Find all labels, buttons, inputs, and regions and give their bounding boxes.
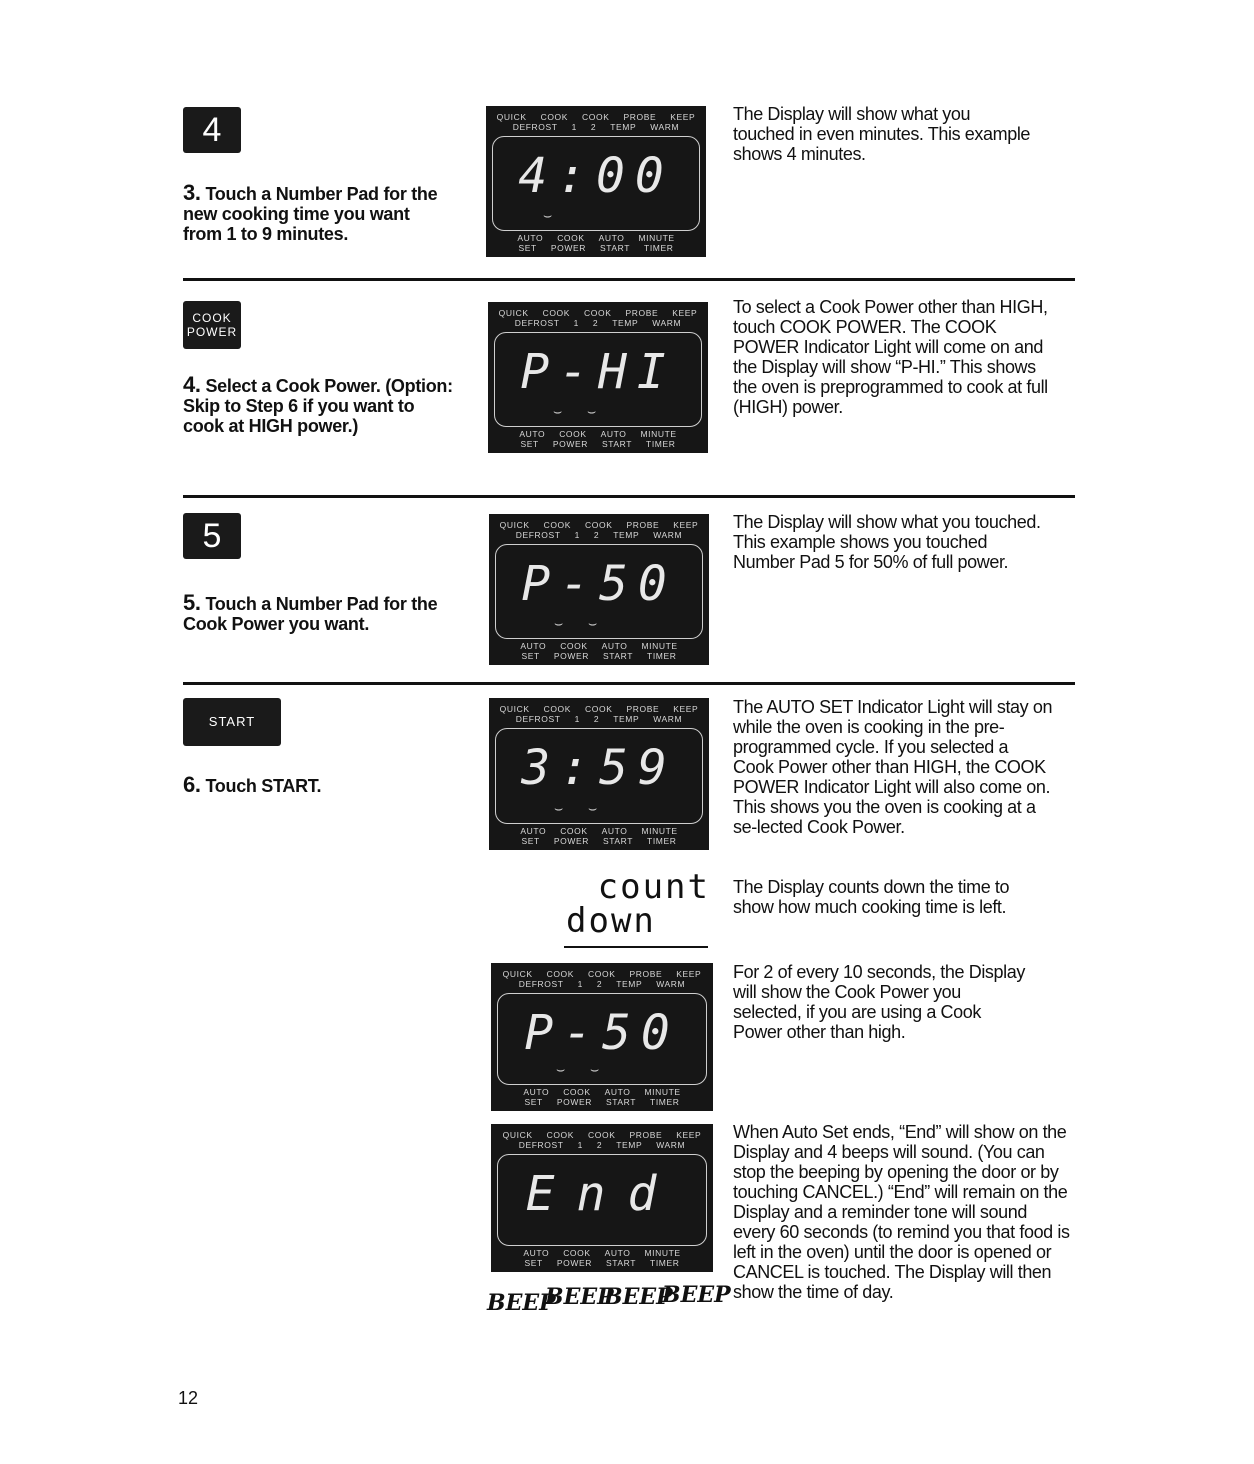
display-screen (494, 332, 702, 427)
panel-bottom-labels: AUTO COOK AUTO MINUTE SET POWER START TIMER (520, 826, 678, 846)
display-panel-1 (486, 106, 706, 257)
countdown-underline (564, 946, 708, 948)
step-5-instruction (183, 590, 453, 634)
step-4-text: Select a Cook Power. (Option: Skip to Step 6 if you want to cook at HIGH power.) (183, 376, 453, 436)
step-6-instruction (183, 772, 453, 797)
description-5: The Display counts down the time to show how much cooking time is left. (733, 877, 1010, 917)
description-1: The Display will show what you touched in even minutes. This example shows 4 minutes. (733, 104, 1031, 164)
display-readout: 3:59 (521, 740, 677, 796)
panel-bottom-labels: AUTO COOK AUTO MINUTE SET POWER START TIMER (523, 1087, 681, 1107)
description-4: The AUTO SET Indicator Light will stay on while the oven is cooking in the pre-programmed cycle. If you selected a Cook Power other than HIGH, the COOK POWER Indicator Light will also come on. This shows you the oven is cooking at a se-lected Cook Power. (733, 697, 1053, 837)
panel-bottom-labels: AUTO COOK AUTO MINUTE SET POWER START TIMER (519, 429, 677, 449)
display-screen (495, 544, 703, 639)
indicator-light: ⌣ (556, 1061, 566, 1077)
step-4-number: 4. (183, 372, 201, 397)
countdown-graphic (560, 867, 710, 950)
step-3-instruction (183, 180, 453, 244)
section-divider (183, 278, 1075, 281)
display-readout: P-HI (520, 344, 676, 400)
section-divider (183, 682, 1075, 685)
description-6: For 2 of every 10 seconds, the Display will show the Cook Power you selected, if you are using a Cook Power other than high. (733, 962, 1025, 1042)
display-readout: 4:00 (518, 148, 674, 204)
beep-text: BEEP (545, 1284, 614, 1310)
panel-top-labels: QUICK COOK COOK PROBE KEEP DEFROST 1 2 TEMP WARM (499, 704, 699, 724)
panel-bottom-labels: AUTO COOK AUTO MINUTE SET POWER START TIMER (520, 641, 678, 661)
step-3-number: 3. (183, 180, 201, 205)
beep-text: BEEP (487, 1290, 556, 1316)
step-5-number: 5. (183, 590, 201, 615)
countdown-line-2: down (566, 901, 656, 941)
display-readout: End (525, 1166, 679, 1222)
display-panel-4 (489, 698, 709, 850)
display-screen (497, 993, 707, 1085)
display-panel-3 (489, 514, 709, 665)
indicator-light: ⌣ (588, 800, 598, 816)
description-2: To select a Cook Power other than HIGH, touch COOK POWER. The COOK POWER Indicator Light will come on and the Display will show “P-HI.” This shows the oven is preprogrammed to cook at full (HIGH) power. (733, 297, 1048, 417)
number-key-5[interactable]: 5 (183, 513, 241, 559)
panel-top-labels: QUICK COOK COOK PROBE KEEP DEFROST 1 2 TEMP WARM (496, 112, 696, 132)
indicator-light: ⌣ (543, 207, 553, 223)
display-panel-2 (488, 302, 708, 453)
beep-text: BEEP (604, 1284, 673, 1310)
step-6-text: Touch START. (205, 776, 322, 796)
countdown-line-1: count (597, 867, 710, 907)
display-readout: P-50 (524, 1005, 680, 1061)
display-screen (497, 1154, 707, 1246)
step-4-instruction (183, 372, 453, 436)
step-3-text: Touch a Number Pad for the new cooking time you want from 1 to 9 minutes. (183, 184, 438, 244)
number-key-4[interactable]: 4 (183, 107, 241, 153)
indicator-light: ⌣ (553, 403, 563, 419)
panel-bottom-labels: AUTO COOK AUTO MINUTE SET POWER START TIMER (517, 233, 675, 253)
indicator-light: ⌣ (588, 615, 598, 631)
step-6-number: 6. (183, 772, 201, 797)
beep-text: BEEP (662, 1282, 731, 1308)
description-3: The Display will show what you touched. This example shows you touched Number Pad 5 for 50% of full power. (733, 512, 1041, 572)
panel-top-labels: QUICK COOK COOK PROBE KEEP DEFROST 1 2 TEMP WARM (498, 308, 698, 328)
indicator-light: ⌣ (554, 615, 564, 631)
page-number: 12 (178, 1388, 199, 1408)
description-7: When Auto Set ends, “End” will show on the Display and 4 beeps will sound. (You can stop the beeping by opening the door or by touching CANCEL.) “End” will remain on the Display and a reminder tone will sound every 60 seconds (to remind you that food is left in the oven) until the door is opened or CANCEL is touched. The Display will then show the time of day. (733, 1122, 1070, 1302)
cook-power-key[interactable]: COOK POWER (183, 301, 241, 349)
display-panel-6 (491, 1124, 713, 1272)
panel-bottom-labels: AUTO COOK AUTO MINUTE SET POWER START TIMER (523, 1248, 681, 1268)
display-screen (495, 728, 703, 824)
start-key[interactable]: START (183, 698, 281, 746)
indicator-light: ⌣ (590, 1061, 600, 1077)
panel-top-labels: QUICK COOK COOK PROBE KEEP DEFROST 1 2 TEMP WARM (502, 969, 702, 989)
indicator-light: ⌣ (587, 403, 597, 419)
indicator-light: ⌣ (554, 800, 564, 816)
section-divider (183, 495, 1075, 498)
step-5-text: Touch a Number Pad for the Cook Power you want. (183, 594, 438, 634)
panel-top-labels: QUICK COOK COOK PROBE KEEP DEFROST 1 2 TEMP WARM (499, 520, 699, 540)
display-screen (492, 136, 700, 231)
panel-top-labels: QUICK COOK COOK PROBE KEEP DEFROST 1 2 TEMP WARM (502, 1130, 702, 1150)
display-readout: P-50 (521, 556, 677, 612)
display-panel-5 (491, 963, 713, 1111)
